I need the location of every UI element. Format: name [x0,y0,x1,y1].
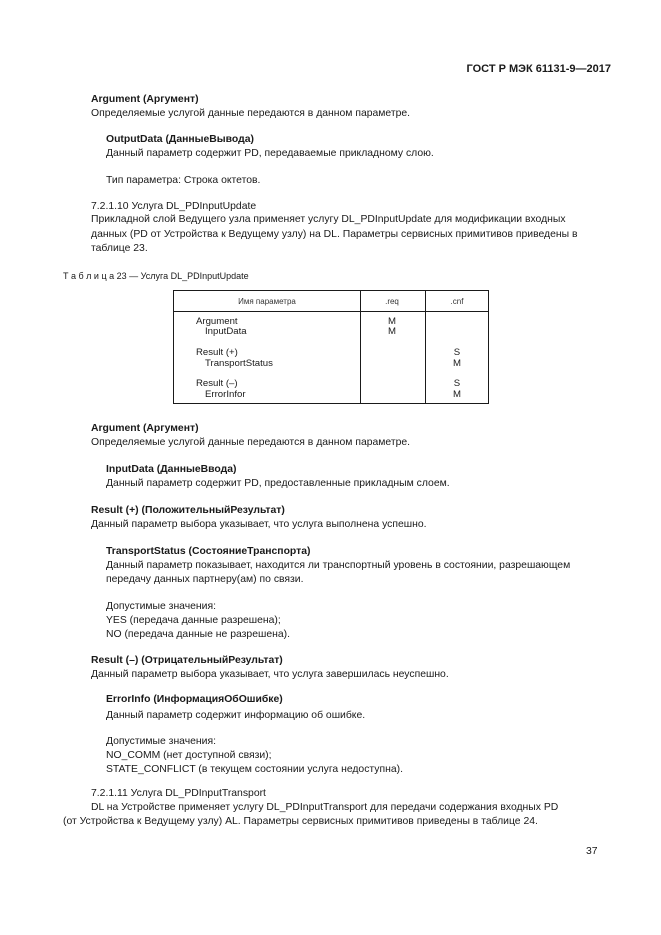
table-header-name: Имя параметра [238,297,296,306]
table-row-req: M [388,316,396,327]
argument-text-1: Определяемые услугой данные передаются в данном параметре. [91,108,411,119]
section-text-line: Прикладной слой Ведущего узла применяет услугу DL_PDInputUpdate для модификации входных [91,214,566,225]
errorinfo-title: ErrorInfo (ИнформацияОбОшибке) [106,694,283,705]
allowed-value-item: NO_COMM (нет доступной связи); [106,750,272,761]
outputdata-text: Данный параметр содержит PD, передаваемые прикладному слою. [106,148,434,159]
argument-title-2: Argument (Аргумент) [91,423,199,434]
section-text-line: DL на Устройстве применяет услугу DL_PDInputTransport для передачи содержания входных PD [91,802,559,813]
result-positive-text: Данный параметр выбора указывает, что услуга выполнена успешно. [91,519,427,530]
allowed-value-item: YES (передача данные разрешена); [106,615,281,626]
table-row-name: InputData [205,326,247,337]
section-text-line: таблице 23. [91,243,148,254]
inputdata-text: Данный параметр содержит PD, предоставленные прикладным слоем. [106,478,450,489]
section-heading-7-2-1-10: 7.2.1.10 Услуга DL_PDInputUpdate [91,201,257,212]
table-header-divider [174,311,488,312]
table-row-name: Result (+) [196,347,238,358]
allowed-value-item: STATE_CONFLICT (в текущем состоянии услуга недоступна). [106,764,403,775]
table-row-name: Argument [196,316,238,327]
transportstatus-title: TransportStatus (СостояниеТранспорта) [106,546,311,557]
section-text-line: (от Устройства к Ведущему узлу) AL. Параметры сервисных примитивов приведены в таблице 24. [63,816,538,827]
allowed-values-label: Допустимые значения: [106,736,216,747]
errorinfo-text: Данный параметр содержит информацию об ошибке. [106,710,366,721]
document-header: ГОСТ Р МЭК 61131-9—2017 [466,63,611,75]
result-negative-title: Result (–) (ОтрицательныйРезультат) [91,655,283,666]
inputdata-title: InputData (ДанныеВвода) [106,464,237,475]
table-row-cnf: S [453,347,461,358]
parameter-type-text: Тип параметра: Строка октетов. [106,175,261,186]
section-heading-7-2-1-11: 7.2.1.11 Услуга DL_PDInputTransport [91,788,266,799]
table-header-req: .req [385,297,399,306]
outputdata-title: OutputData (ДанныеВывода) [106,134,254,145]
table-row-name: ErrorInfor [205,389,246,400]
table-row-cnf: M [453,389,461,400]
table-divider [360,291,361,403]
allowed-values-label: Допустимые значения: [106,601,216,612]
transportstatus-text-line: Данный параметр показывает, находится ли транспортный уровень в состоянии, разрешающем [106,560,571,571]
parameter-table [173,290,489,404]
page-number: 37 [586,846,598,857]
table-row-name: Result (–) [196,378,238,389]
table-row-req: M [388,326,396,337]
table-row-cnf: M [453,358,461,369]
table-row-cnf: S [453,378,461,389]
result-negative-text: Данный параметр выбора указывает, что услуга завершилась неуспешно. [91,669,449,680]
table-row-name: TransportStatus [205,358,273,369]
table-header-cnf: .cnf [450,297,464,306]
argument-title-1: Argument (Аргумент) [91,94,199,105]
transportstatus-text-line: передачу данных партнеру(ам) по связи. [106,574,304,585]
argument-text-2: Определяемые услугой данные передаются в данном параметре. [91,437,411,448]
result-positive-title: Result (+) (ПоложительныйРезультат) [91,505,285,516]
table-caption: Т а б л и ц а 23 — Услуга DL_PDInputUpdate [63,271,249,281]
section-text-line: данных (PD от Устройства к Ведущему узлу) на DL. Параметры сервисных примитивов приведены в [91,229,578,240]
allowed-value-item: NO (передача данные не разрешена). [106,629,290,640]
